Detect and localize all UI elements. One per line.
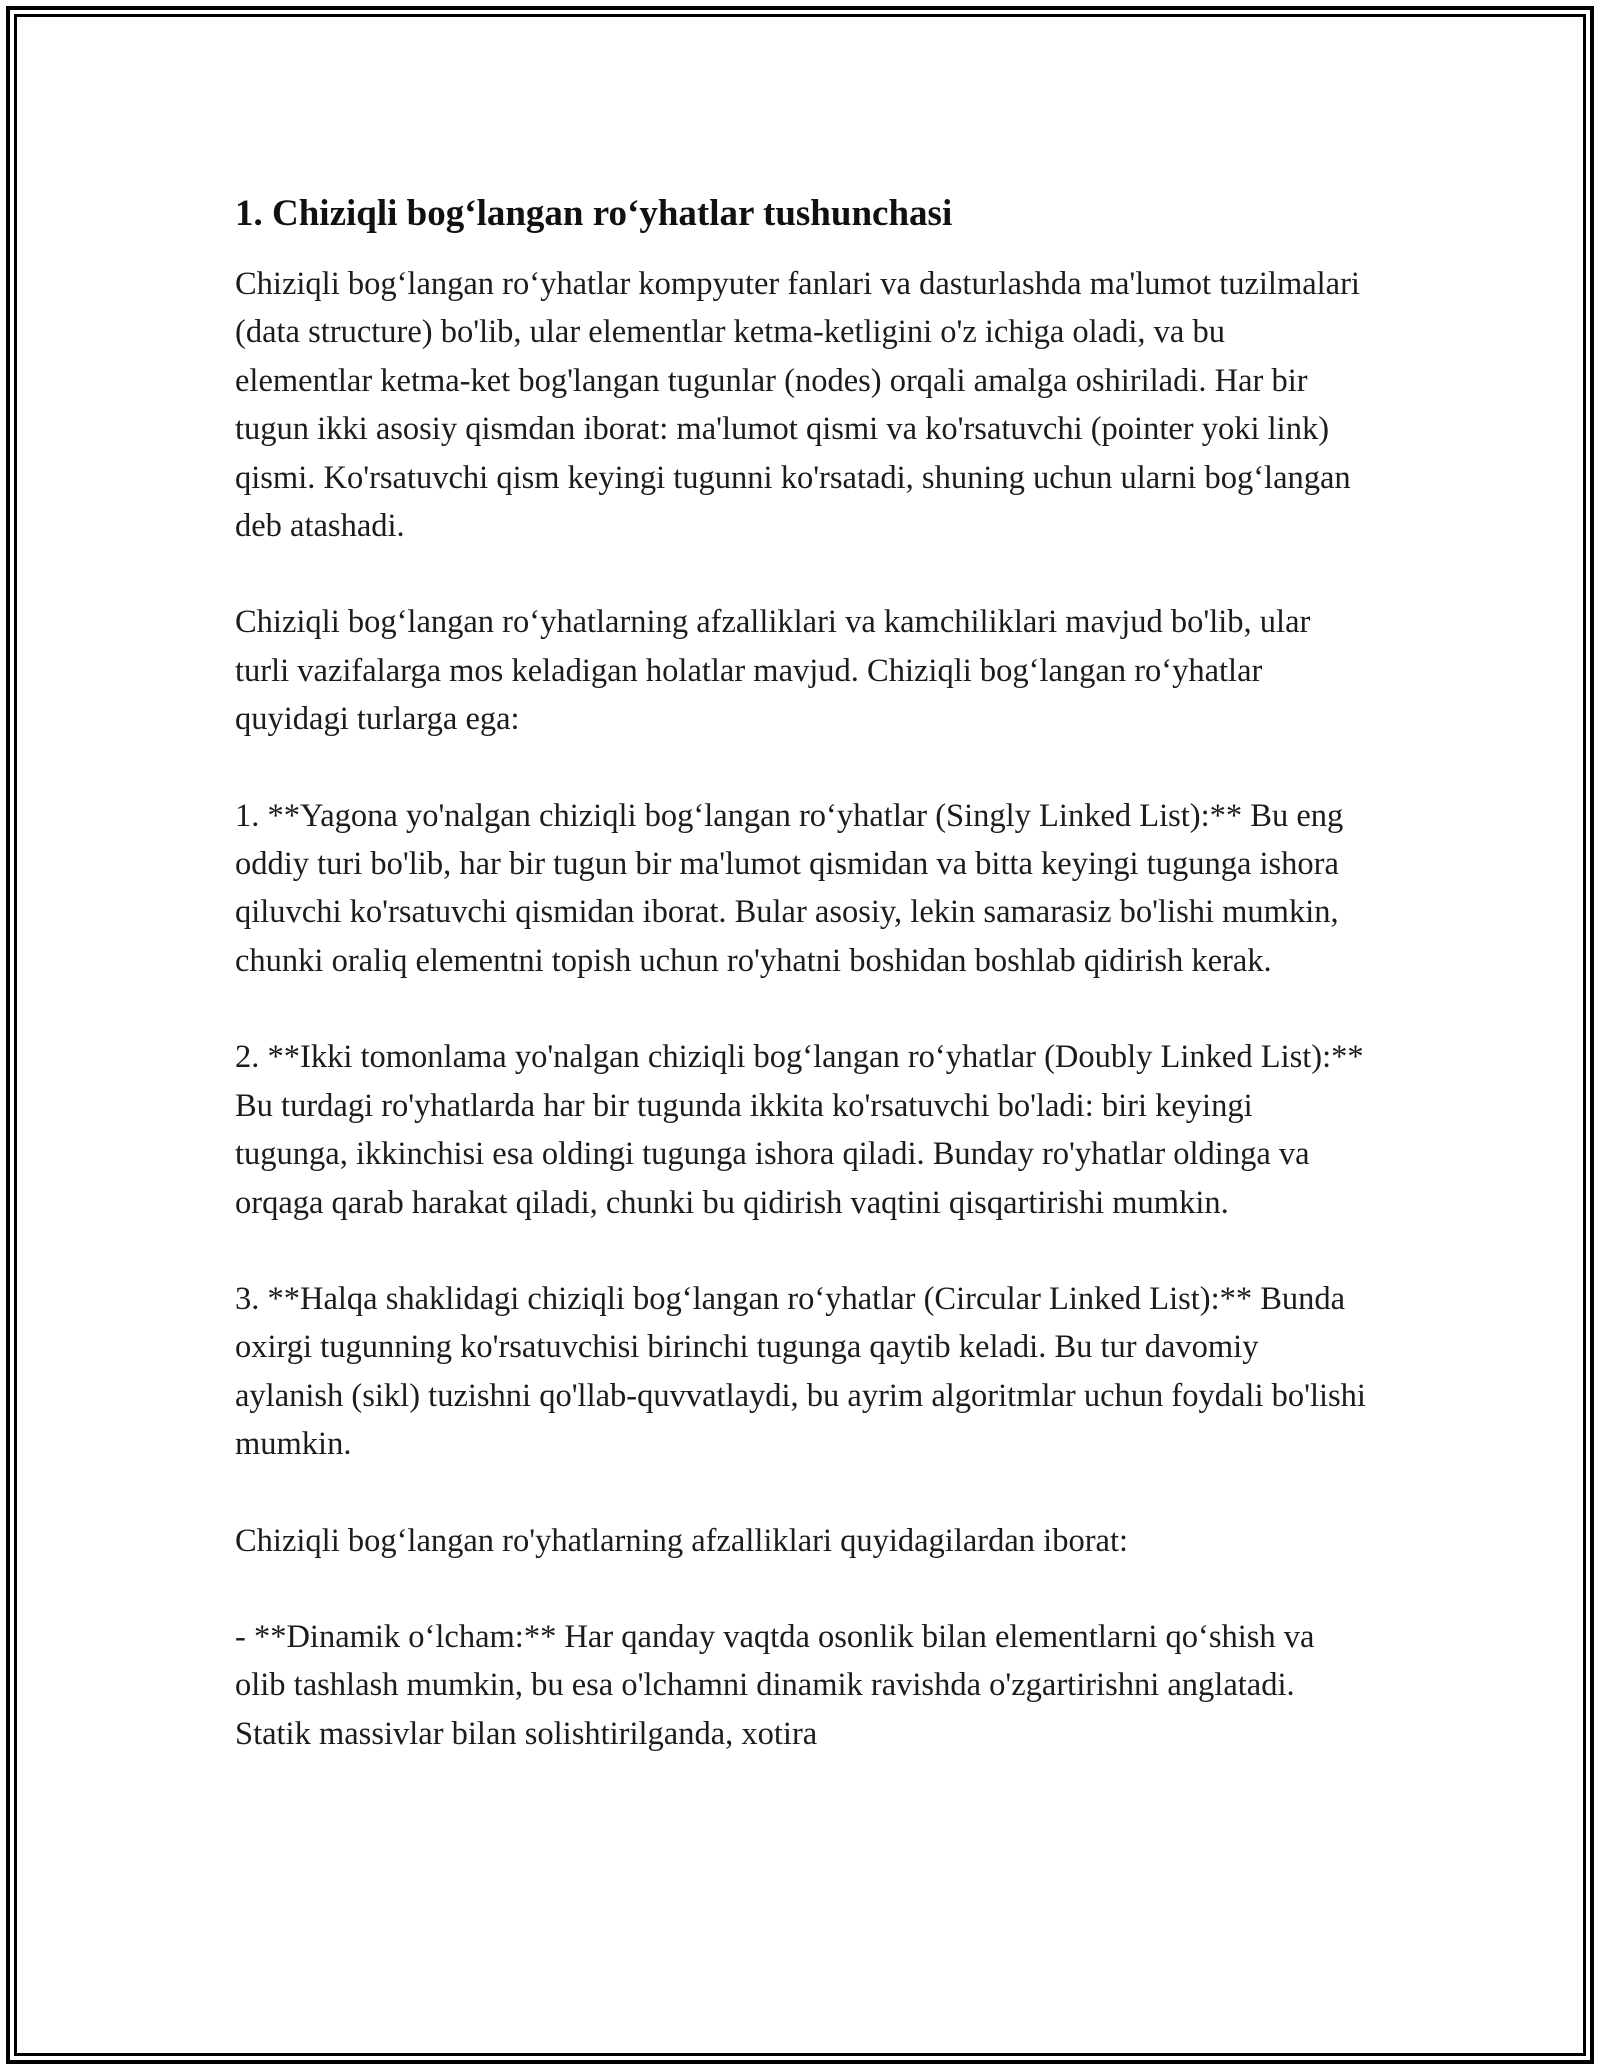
paragraph-circular-linked: 3. **Halqa shaklidagi chiziqli bog‘langan ro‘yhatlar (Circular Linked List):** Bunda oxirgi tugunning ko'rsatuvchisi birinchi tugunga qaytib keladi. Bu tur davomiy aylanish (sikl) tuzishni qo'llab-quvvatlaydi, bu ayrim algoritmlar uchun foydali bo'lishi mumkin. — [235, 1280, 1366, 1463]
document-body — [235, 188, 1370, 1758]
section-heading: 1. Chiziqli bog‘langan ro‘yhatlar tushunchasi — [235, 193, 953, 234]
paragraph-definition: Chiziqli bog‘langan ro‘yhatlar kompyuter fanlari va dasturlashda ma'lumot tuzilmalari (data structure) bo'lib, ular elementlar ketma-ketligini o'z ichiga oladi, va bu elementlar ketma-ket bog'langan tugunlar (nodes) orqali amalga oshiriladi. Har bir tugun ikki asosiy qismdan iborat: ma'lumot qismi va ko'rsatuvchi (pointer yoki link) qismi. Ko'rsatuvchi qism keyingi tugunni ko'rsatadi, shuning uchun ularni bog‘langan deb atashadi. — [235, 266, 1360, 545]
paragraph-singly-linked: 1. **Yagona yo'nalgan chiziqli bog‘langan ro‘yhatlar (Singly Linked List):** Bu eng oddiy turi bo'lib, har bir tugun bir ma'lumot qismidan va bitta keyingi tugunga ishora qiluvchi ko'rsatuvchi qismidan iborat. Bular asosiy, lekin samarasiz bo'lishi mumkin, chunki oraliq elementni topish uchun ro'yhatni boshidan boshlab qidirish kerak. — [235, 797, 1344, 979]
paragraph-dynamic-size: - **Dinamik o‘lcham:** Har qanday vaqtda osonlik bilan elementlarni qo‘shish va olib tashlash mumkin, bu esa o'lchamni dinamik ravishda o'zgartirishni anglatadi. Statik massivlar bilan solishtirilganda, xotira — [235, 1618, 1315, 1752]
paragraph-advantages-intro: Chiziqli bog‘langan ro'yhatlarning afzalliklari quyidagilardan iborat: — [235, 1522, 1129, 1559]
paragraph-types-intro: Chiziqli bog‘langan ro‘yhatlarning afzalliklari va kamchiliklari mavjud bo'lib, ular turli vazifalarga mos keladigan holatlar mavjud. Chiziqli bog‘langan ro‘yhatlar quyidagi turlarga ega: — [235, 604, 1311, 738]
paragraph-doubly-linked: 2. **Ikki tomonlama yo'nalgan chiziqli bog‘langan ro‘yhatlar (Doubly Linked List):** Bu turdagi ro'yhatlarda har bir tugunda ikkita ko'rsatuvchi bo'ladi: biri keyingi tugunga, ikkinchisi esa oldingi tugunga ishora qiladi. Bunday ro'yhatlar oldinga va orqaga qarab harakat qiladi, chunki bu qidirish vaqtini qisqartirishi mumkin. — [235, 1039, 1364, 1221]
